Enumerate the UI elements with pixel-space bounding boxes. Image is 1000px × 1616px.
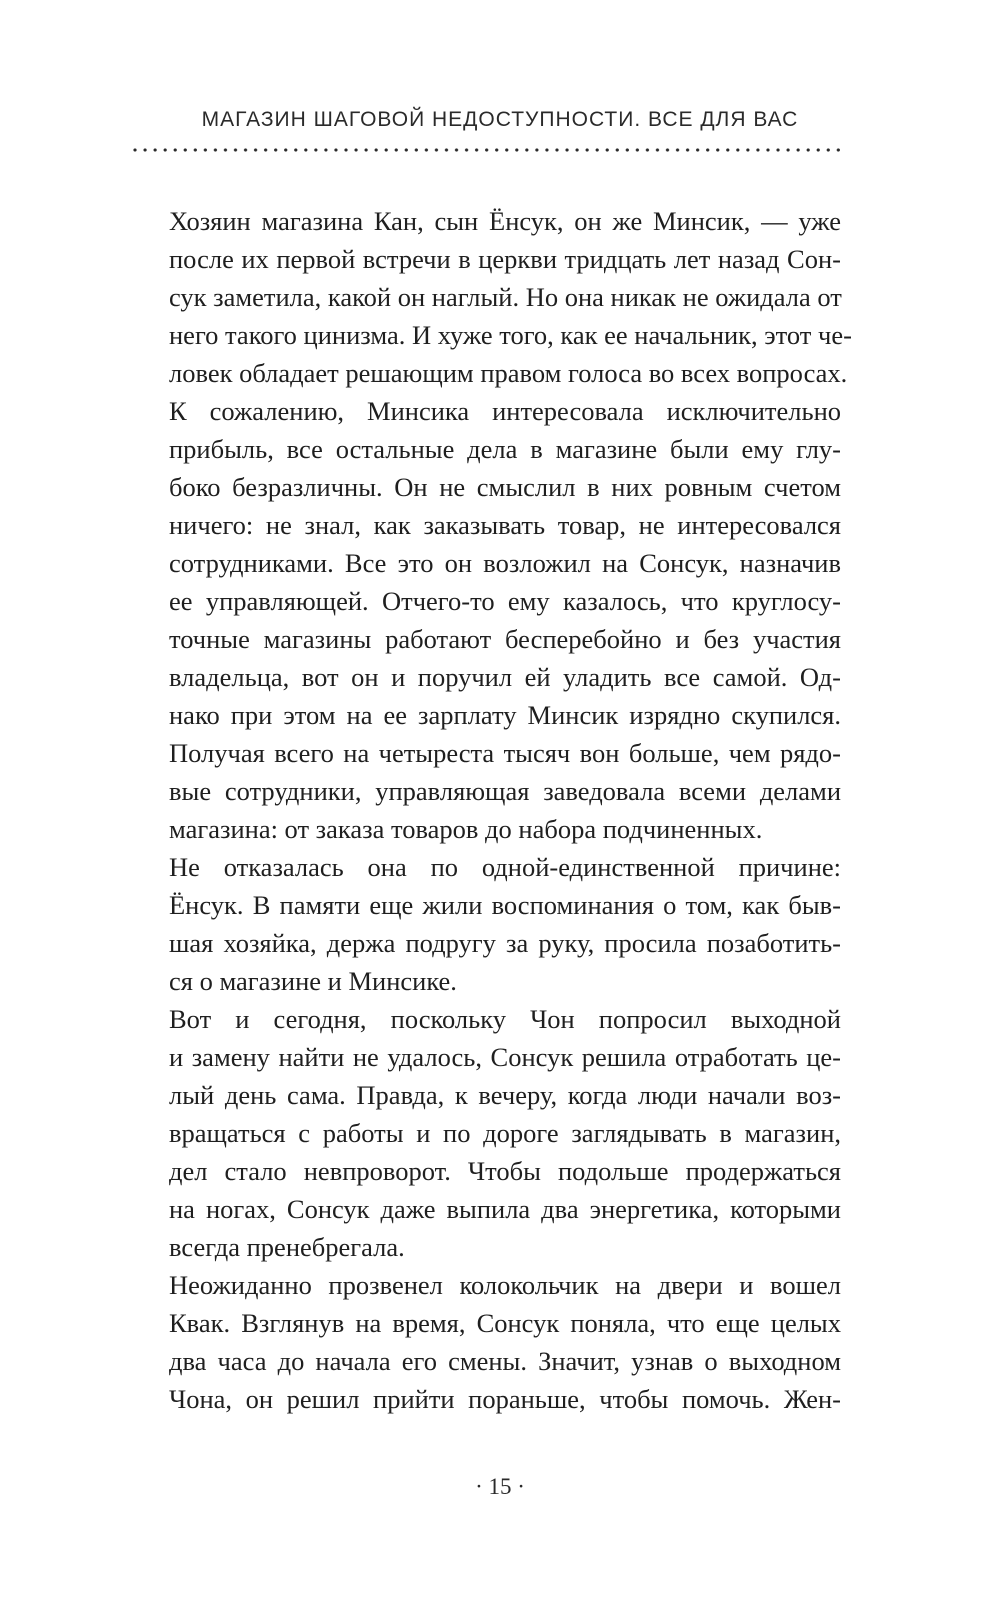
text-line: вые сотрудники, управляющая заведовала всеми делами (169, 776, 841, 806)
text-line: точные магазины работают бесперебойно и без участия (169, 624, 841, 654)
text-line: владельца, вот он и поручил ей уладить все самой. Од- (169, 662, 841, 692)
text-line: и замену найти не удалось, Сонсук решила отработать це- (169, 1042, 841, 1072)
text-line: ся о магазине и Минсике. (169, 966, 457, 996)
dotted-rule (130, 148, 845, 152)
text-line: на ногах, Сонсук даже выпила два энергетика, которыми (169, 1194, 841, 1224)
text-line: магазина: от заказа товаров до набора подчиненных. (169, 814, 763, 844)
text-line: прибыль, все остальные дела в магазине были ему глу- (169, 434, 841, 464)
text-line: ее управляющей. Отчего-то ему казалось, что круглосу- (169, 586, 841, 616)
text-line: Не отказалась она по одной-единственной причине: (169, 852, 841, 882)
page-number: · 15 · (475, 1474, 525, 1499)
paragraph-2 (133, 392, 841, 848)
text-line: Вот и сегодня, поскольку Чон попросил выходной (169, 1004, 841, 1034)
paragraph-3 (133, 848, 841, 1000)
text-line: всегда пренебрегала. (169, 1232, 405, 1262)
text-line: нако при этом на ее зарплату Минсик изрядно скупился. (169, 700, 841, 730)
text-line: два часа до начала его смены. Значит, узнав о выходном (169, 1346, 841, 1376)
text-line: Неожиданно прозвенел колокольчик на двери и вошел (169, 1270, 841, 1300)
text-line: сук заметила, какой он наглый. Но она никак не ожидала от (169, 282, 842, 312)
text-line: Квак. Взглянув на время, Сонсук поняла, что еще целых (169, 1308, 841, 1338)
body-text (133, 202, 852, 1418)
paragraph-1 (133, 202, 852, 392)
text-line: вращаться с работы и по дороге заглядывать в магазин, (169, 1118, 841, 1148)
text-line: сотрудниками. Все это он возложил на Сонсук, назначив (169, 548, 841, 578)
paragraph-5 (133, 1266, 841, 1418)
text-line: Чона, он решил прийти пораньше, чтобы помочь. Жен- (169, 1384, 841, 1414)
paragraph-4 (133, 1000, 841, 1266)
text-line: после их первой встречи в церкви тридцать лет назад Сон- (169, 244, 841, 274)
text-line: ничего: не знал, как заказывать товар, не интересовался (169, 510, 841, 540)
text-line: дел стало невпроворот. Чтобы подольше продержаться (169, 1156, 841, 1186)
text-line: него такого цинизма. И хуже того, как ее начальник, этот че- (169, 320, 852, 350)
text-line: Ёнсук. В памяти еще жили воспоминания о том, как быв- (169, 890, 841, 920)
text-line: шая хозяйка, держа подругу за руку, просила позаботить- (169, 928, 841, 958)
text-line: лый день сама. Правда, к вечеру, когда люди начали воз- (169, 1080, 841, 1110)
running-header: МАГАЗИН ШАГОВОЙ НЕДОСТУПНОСТИ. ВСЕ ДЛЯ ВАС (201, 108, 799, 131)
text-line: К сожалению, Минсика интересовала исключительно (169, 396, 841, 426)
text-line: Получая всего на четыреста тысяч вон больше, чем рядо- (169, 738, 841, 768)
text-line: Хозяин магазина Кан, сын Ёнсук, он же Минсик, — уже (169, 206, 841, 236)
text-line: ловек обладает решающим правом голоса во всех вопросах. (169, 358, 848, 388)
text-line: боко безразличны. Он не смыслил в них ровным счетом (169, 472, 841, 502)
